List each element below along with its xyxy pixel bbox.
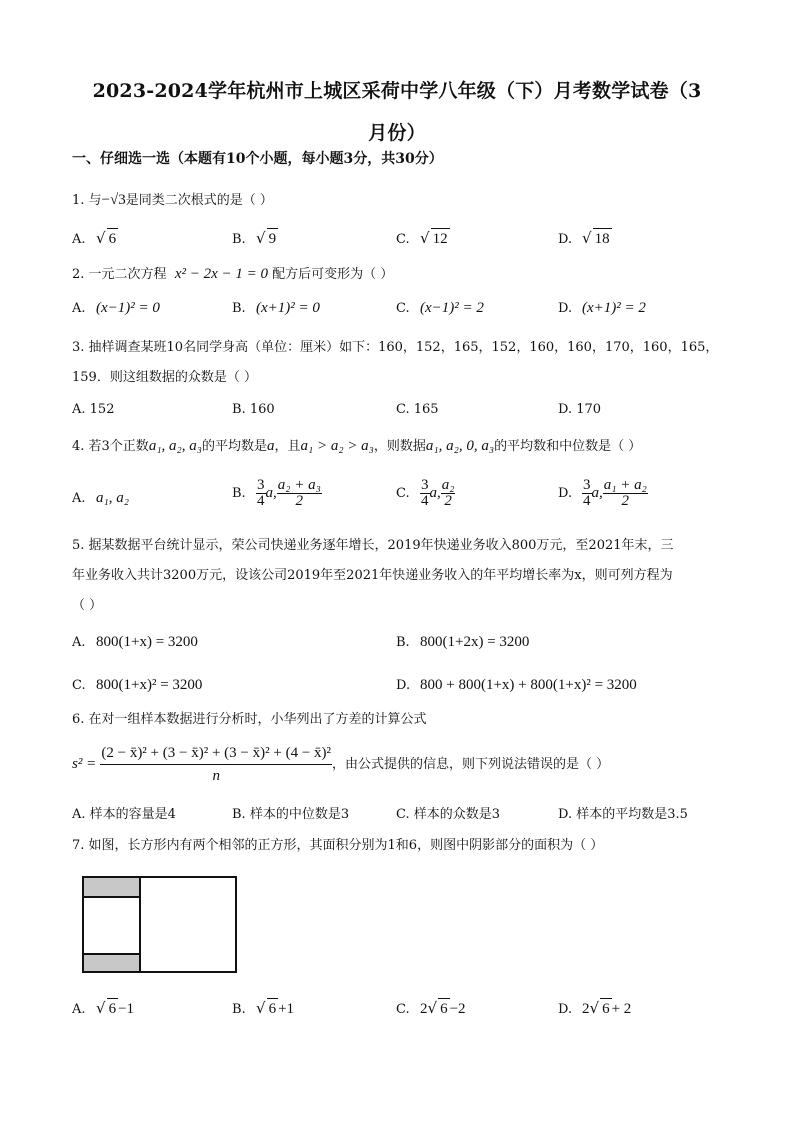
question-4: 4. 若3个正数a₁, a₂, a₃的平均数是a，且a₁ > a₂ > a₃，则数据a₁, a₂, 0, a₃的平均数和中位数是（ ） <box>72 438 642 454</box>
shaded-region-top <box>84 878 139 896</box>
q5-option-b[interactable]: B. 800(1+2x) = 3200 <box>396 634 530 650</box>
q3-option-d[interactable]: D. 170 <box>558 402 602 417</box>
squares-column <box>84 878 141 971</box>
question-6-line-1: 6. 在对一组样本数据进行分析时，小华列出了方差的计算公式 <box>72 712 427 727</box>
q2-option-d[interactable]: D. (x+1)² = 2 <box>558 300 646 316</box>
q1-option-d[interactable]: D. √ 18 <box>558 229 610 247</box>
q7-option-a[interactable]: A. √ 6 −1 <box>72 999 135 1017</box>
shaded-region-bottom <box>84 955 139 971</box>
q4-option-b[interactable]: B. $\frac{3}{4}$ a, $\frac{\text{a₂ + a₃}}{2}$ <box>232 477 321 509</box>
question-7: 7. 如图，长方形内有两个相邻的正方形，其面积分别为1和6，则图中阴影部分的面积为（ ） <box>72 838 604 853</box>
q6-option-d[interactable]: D. 样本的平均数是3.5 <box>558 807 688 822</box>
question-3-line-2: 159．则这组数据的众数是（ ） <box>72 370 257 385</box>
exam-title <box>40 70 754 154</box>
q3-option-a[interactable]: A. 152 <box>72 402 115 417</box>
rectangle-with-squares-figure <box>82 876 237 973</box>
title-line-2: 月份） <box>368 122 426 144</box>
q7-option-d[interactable]: D. 2√ 6 + 2 <box>558 999 632 1017</box>
section-heading: 一、仔细选一选（本题有10个小题，每小题3分，共30分） <box>72 151 443 167</box>
q4-option-c[interactable]: C. $\frac{3}{4}$ a, $\frac{\text{a₂}}{2}$ <box>396 477 455 509</box>
q7-option-c[interactable]: C. 2√ 6 −2 <box>396 999 466 1017</box>
question-1: 1. 与−√3是同类二次根式的是（ ） <box>72 192 273 208</box>
question-2: 2. 一元二次方程 x² − 2x − 1 = 0 配方后可变形为（ ） <box>72 266 394 282</box>
q7-option-b[interactable]: B. √ 6 +1 <box>232 999 295 1017</box>
q5-option-d[interactable]: D. 800 + 800(1+x) + 800(1+x)² = 3200 <box>396 677 637 693</box>
question-5-line-1: 5. 据某数据平台统计显示，荣公司快递业务逐年增长，2019年快递业务收入800万元，至2021年末，三 <box>72 538 674 553</box>
q3-option-c[interactable]: C. 165 <box>396 402 439 417</box>
q2-option-c[interactable]: C. (x−1)² = 2 <box>396 300 484 316</box>
q5-option-c[interactable]: C. 800(1+x)² = 3200 <box>72 677 203 693</box>
question-3-line-1: 3. 抽样调查某班10名同学身高（单位：厘米）如下：160，152，165，152，160，160，170，160，165， <box>72 340 719 355</box>
q3-option-b[interactable]: B. 160 <box>232 402 275 417</box>
q6-variance-formula: s² = $\frac{\text{(2 − x̄)² + (3 − x̄)² + (3 − x̄)² + (4 − x̄)²}}{n}$ ，由公式提供的信息，则下列说法错误的是（ ） <box>72 742 609 787</box>
q1-expression: −√3 <box>101 192 126 208</box>
q4-option-a[interactable]: A. a₁, a₂ <box>72 490 129 506</box>
title-line-1: 2023-2024学年杭州市上城区采荷中学八年级（下）月考数学试卷（3 <box>92 80 702 102</box>
q1-option-b[interactable]: B. √ 9 <box>232 229 277 247</box>
q6-option-a[interactable]: A. 样本的容量是4 <box>72 807 176 822</box>
q4-option-d[interactable]: D. $\frac{3}{4}$ a, $\frac{\text{a₁ + a₂}}{2}$ <box>558 477 647 509</box>
q5-option-a[interactable]: A. 800(1+x) = 3200 <box>72 634 198 650</box>
q6-option-b[interactable]: B. 样本的中位数是3 <box>232 807 350 822</box>
q2-equation: x² − 2x − 1 = 0 <box>174 266 268 282</box>
q2-option-b[interactable]: B. (x+1)² = 0 <box>232 300 320 316</box>
question-5-line-3: （ ） <box>72 598 103 613</box>
q1-option-c[interactable]: C. √ 12 <box>396 229 448 247</box>
q2-option-a[interactable]: A. (x−1)² = 0 <box>72 300 160 316</box>
q6-option-c[interactable]: C. 样本的众数是3 <box>396 807 501 822</box>
q1-option-a[interactable]: A. √ 6 <box>72 229 117 247</box>
question-5-line-2: 年业务收入共计3200万元，设该公司2019年至2021年快递业务收入的年平均增长率为x，则可列方程为 <box>72 568 673 583</box>
